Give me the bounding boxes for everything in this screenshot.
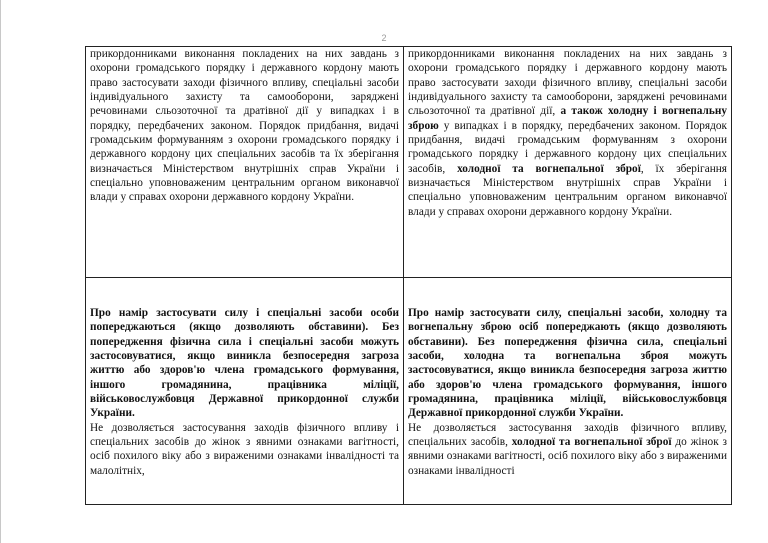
table-cell-row2-left [86,278,404,505]
cell-paragraph [408,421,727,478]
blank-line [408,278,727,292]
blank-line [408,292,727,306]
text-run: до жінок з явними ознаками вагітності, осіб похилого віку або з вираженими ознаками інвалідності [408,436,727,477]
table-cell-row2-right [404,278,732,505]
cell-paragraph [408,47,727,219]
cell-heading-paragraph [90,306,399,421]
text-run: прикордонниками виконання покладених на них завдань з охорони громадського порядку і державного кордону мають право застосувати заходи фізичного впливу, спеціальні засоби індивідуального захисту та самооборони, заряджені речовинами сльозоточної та дратівної дії у випадках і в порядку, передбачених законом. Порядок придбання, видачі громадським формуванням з охорони громадського порядку і державного кордону цих спеціальних засобів та їх зберігання визначається Міністерством внутрішніх справ України і спеціально уповноваженим центральним органом виконавчої влади у справах охорони державного кордону України. [90,48,399,204]
text-run-bold: Про намір застосувати силу і спеціальні засоби особи попереджаються (якщо дозволяють обставини). Без попередження фізична сила і спеціальні засоби можуть застосовуватися, якщо виникла безпосередня загроза життю або здоров'ю члена громадського формування, іншого громадянина, працівника міліції, військовослужбовця Державної прикордонної служби України. [90,307,399,420]
page-number: 2 [381,33,387,43]
cell-paragraph [90,47,399,205]
cell-heading-paragraph [408,306,727,421]
text-run-bold: Про намір застосувати силу, спеціальні засоби, холодну та вогнепальну зброю осіб попереджають (якщо дозволяють обставини). Без попередження фізична сила, спеціальні засоби, холодна та вогнепальна зброя можуть застосовуватися, якщо виникла безпосередня загроза життю або здоров'ю члена громадського формування, іншого громадянина, працівника міліції, військовослужбовця Державної прикордонної служби України. [408,307,727,420]
text-run: у випадках і в порядку, передбачених законом. Порядок придбання, видачі громадським формуванням з охорони громадського порядку і державного кордону цих спеціальних засобів, [408,119,727,175]
cell-paragraph [90,421,399,478]
text-run: Не дозволяється застосування заходів фізичного впливу, спеціальних засобів, [408,421,727,449]
table-row [86,278,732,505]
text-run: прикордонниками виконання покладених на них завдань з охорони громадського порядку і державного кордону мають право застосувати заходи фізичного впливу, спеціальні засоби індивідуального захисту та самооборони, заряджені речовинами сльозоточної та дратівної дії, [408,48,727,118]
page-left-border [0,0,1,543]
text-run-bold: холодної та вогнепальної зброї [511,436,672,449]
blank-line [90,292,399,306]
table-row [86,47,732,278]
text-run: , їх зберігання визначається Міністерством внутрішніх справ України і спеціально уповноваженим центральним органом виконавчої влади у справах охорони державного кордону України. [408,162,727,218]
text-run-bold: холодної та вогнепальної зброї [457,162,641,175]
text-run: Не дозволяється застосування заходів фізичного впливу і спеціальних засобів до жінок з явними ознаками вагітності, осіб похилого віку або з вираженими ознаками інвалідності та малолітніх, [90,421,399,477]
table-cell-row1-left [86,47,404,278]
table-cell-row1-right [404,47,732,278]
comparison-table [85,46,732,505]
blank-line [90,278,399,292]
text-run-bold: а також холодну і вогнепальну зброю [408,105,727,132]
